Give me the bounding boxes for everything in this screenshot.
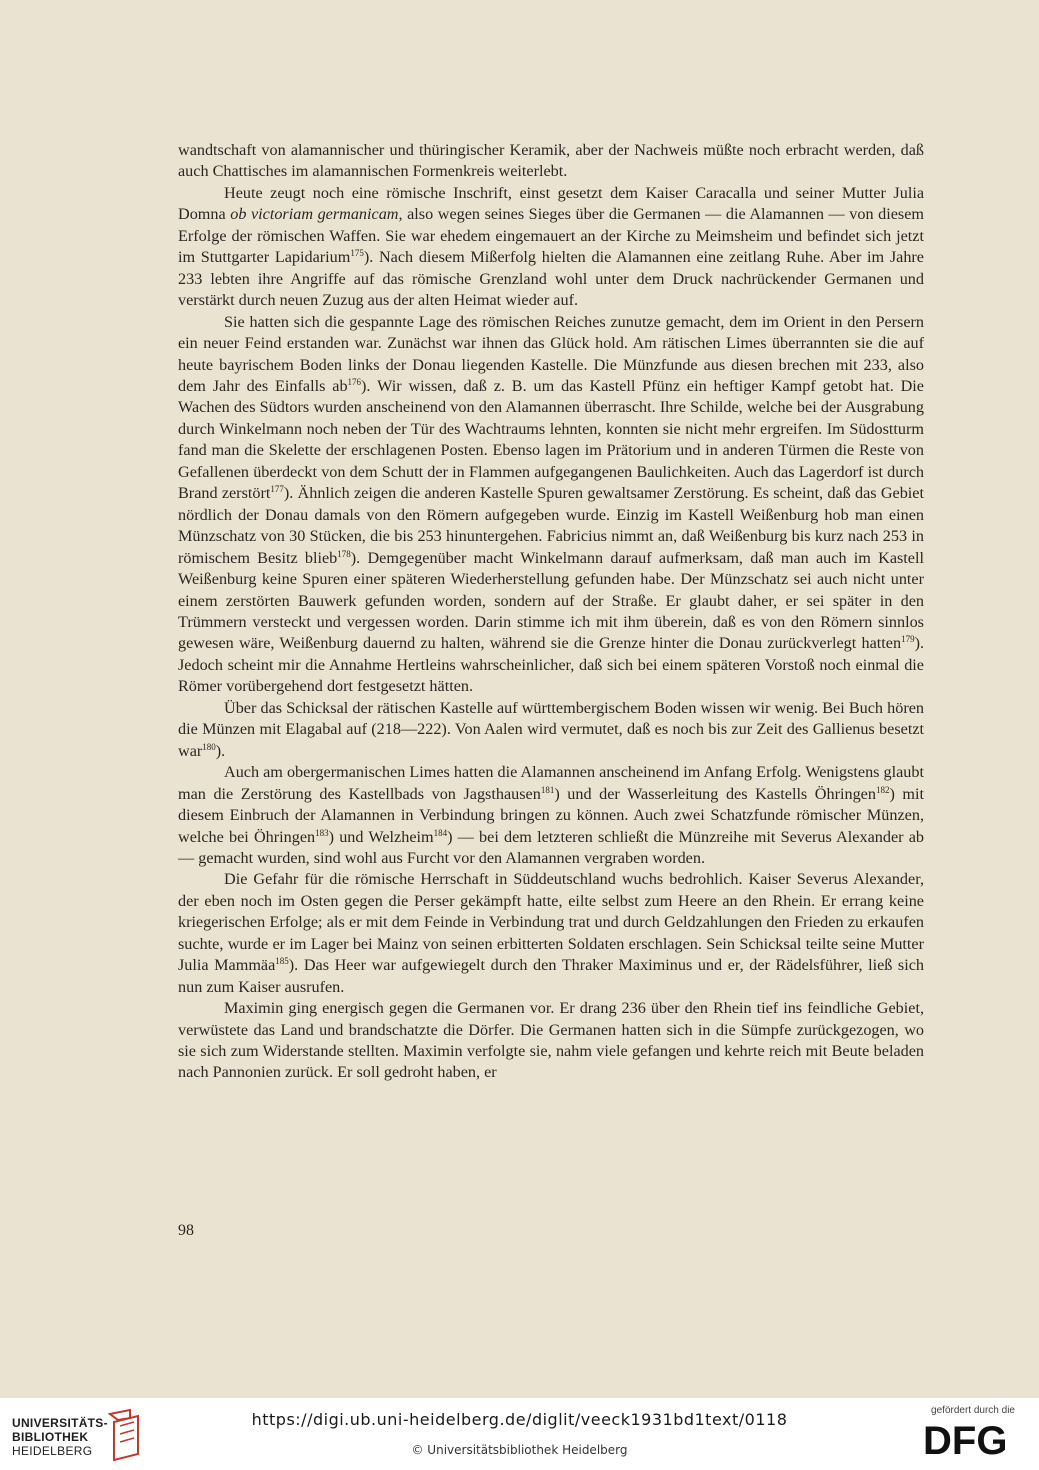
library-name-line1: UNIVERSITÄTS- [12, 1416, 108, 1430]
text-run: ). Nach diesem Mißerfolg hielten die Alamannen eine zeitlang Ruhe. Aber im Jahre 233 lebten ihre Angriffe auf das römische Grenzland wohl unter dem Druck nachrückender Germanen und verstärkt durch neuen Zuzug aus der alten Heimat wieder auf. [178, 248, 924, 310]
text-run: ). [215, 741, 226, 760]
footnote-reference: 185 [275, 956, 289, 967]
paragraph [178, 183, 924, 312]
italic-text-run: ob victoriam germanicam, [230, 205, 403, 224]
text-run: Heute zeugt noch eine römische Inschrift, einst gesetzt dem Kaiser Caracalla und seiner Mutter Julia Domna [178, 183, 924, 224]
text-run: also wegen seines Sieges über die Germanen — die Alamannen — von diesem Erfolge der römischen Waffen. Sie war ehedem eingemauert an der Kirche zu Meimsheim und befindet sich jetzt im Stuttgarter Lapidarium [178, 205, 924, 267]
text-run: Auch am obergermanischen Limes hatten die Alamannen anscheinend im Anfang Erfolg. Wenigstens glaubt man die Zerstörung des Kastellbads von Jagsthausen [178, 763, 924, 803]
text-run: Sie hatten sich die gespannte Lage des römischen Reiches zunutze gemacht, dem im Orient in den Persern ein neuer Feind erstanden war. Zunächst war ihnen das Glück hold. Am rätischen Limes überrannten sie die auf heute bayrischem Boden links der Donau liegenden Kastelle. Die Münzfunde aus diesen brechen mit 233, also dem Jahr des Einfalls ab [178, 312, 924, 395]
footnote-reference: 175 [350, 248, 364, 259]
footnote-reference: 180 [202, 741, 216, 752]
page-number: 98 [178, 1222, 194, 1239]
text-run: wandtschaft von alamannischer und thüringischer Keramik, aber der Nachweis müßte noch erbracht werden, daß auch Chattisches im alamannischen Formenkreis weiterlebt. [178, 141, 924, 181]
dfg-logo-text: DFG [923, 1419, 1008, 1460]
dfg-logo-icon[interactable] [921, 1418, 1025, 1460]
body-text [178, 140, 924, 1084]
text-run: Die Gefahr für die römische Herrschaft in Süddeutschland wuchs bedrohlich. Kaiser Severus Alexander, der eben noch im Osten gegen die Perser gekämpft hatte, eilte selbst zum Heere an den Rhein. Er errang keine kriegerischen Erfolge; als er mit dem Feinde in Verbindung trat und durch Geldzahlungen den Frieden zu erkaufen suchte, wurde er im Lager bei Mainz von seinen erbitterten Soldaten erschlagen. Sein Schicksal teilte seine Mutter Julia Mammäa [178, 870, 924, 975]
text-run: ). Wir wissen, daß z. B. um das Kastell Pfünz ein heftiger Kampf getobt hat. Die Wachen des Südtors wurden anscheinend von den Alamannen überrascht. Ihre Schilde, welche bei der Ausgrabung durch Winkelmann noch neben der Tür des Wachtraums lehnten, konnten sie nicht mehr ergreifen. Im Südostturm fand man die Skelette der erschlagenen Posten. Ebenso lagen im Prätorium und in anderen Türmen die Reste von Gefallenen überdeckt von dem Schutt der in Flammen aufgegangenen Baulichkeiten. Auch das Lagerdorf ist durch Brand zerstört [178, 376, 924, 503]
paragraph [178, 762, 924, 869]
viewer-footer [0, 1398, 1039, 1470]
library-name-line2: BIBLIOTHEK [12, 1430, 89, 1444]
permalink-url[interactable]: https://digi.ub.uni-heidelberg.de/diglit/veeck1931bd1text/0118 [251, 1410, 788, 1429]
text-run: ). Jedoch scheint mir die Annahme Hertleins wahrscheinlicher, daß sich bei einem späteren Vorstoß noch einmal die Römer vorübergehend dort festgesetzt hätten. [178, 634, 924, 696]
paragraph [178, 869, 924, 998]
text-run: Über das Schicksal der rätischen Kastelle auf württembergischem Boden wissen wir wenig. Bei Buch hören die Münzen mit Elagabal auf (218—222). Von Aalen wird vermutet, daß es noch bis zur Zeit des Gallienus besetzt war [178, 698, 924, 760]
footnote-reference: 182 [875, 784, 890, 795]
footnote-reference: 176 [347, 376, 362, 387]
text-run: ) und Welzheim [328, 827, 434, 846]
footnote-reference: 177 [270, 484, 284, 495]
text-run: ) — bei dem letzteren schließt die Münzreihe mit Severus Alexander ab — gemacht wurden, sind wohl aus Furcht vor den Alamannen vergraben worden. [178, 827, 924, 867]
text-run: ). Demgegenüber macht Winkelmann darauf aufmerksam, daß man auch im Kastell Weißenburg keine Spuren einer späteren Wiederherstellung gefunden habe. Der Münzschatz sei auch nicht unter einem zerstörten Bauwerk gefunden worden, sondern auf der Straße. Er glaubt daher, er sei später in den Trümmern versteckt und vergessen worden. Darin stimme ich mit ihm überein, daß es von den Römern sinnlos gewesen wäre, Weißenburg dauernd zu halten, während sie die Grenze hinter die Donau zurückverlegt hatten [178, 548, 924, 653]
text-run: ). Ähnlich zeigen die anderen Kastelle Spuren gewaltsamer Zerstörung. Es scheint, daß das Gebiet nördlich der Donau damals von den Römern aufgegeben wurde. Einzig im Kastell Weißenburg hob man einen Münzschatz von 30 Stücken, die bis 253 hinuntergehen. Fabricius nimmt an, daß Weißenburg bis kurz nach 253 in römischem Besitz blieb [178, 484, 924, 567]
text-run: ) mit diesem Einbruch der Alamannen in Verbindung bringen zu können. Auch zwei Schatzfunde römischer Münzen, welche bei Öhringen [178, 784, 924, 846]
footnote-reference: 184 [433, 827, 448, 838]
footnote-reference: 183 [315, 827, 329, 838]
copyright-notice: © Universitätsbibliothek Heidelberg [411, 1443, 628, 1457]
text-run: ) und der Wasserleitung des Kastells Öhringen [554, 784, 876, 803]
funded-by-label: gefördert durch die [931, 1405, 1015, 1416]
paragraph [178, 698, 924, 762]
text-run: Maximin ging energisch gegen die Germanen vor. Er drang 236 über den Rhein tief ins feindliche Gebiet, verwüstete das Land und brandschatzte die Dörfer. Die Germanen hatten sich in die Sümpfe zurückgezogen, wo sie sich zum Widerstande stellten. Maximin verfolgte sie, nahm viele gefangen und kehrte reich mit Beute beladen nach Pannonien zurück. Er soll gedroht haben, er [178, 999, 924, 1082]
paragraph [178, 140, 924, 183]
footnote-reference: 179 [901, 634, 915, 645]
footnote-reference: 178 [337, 548, 351, 559]
text-run: ). Das Heer war aufgewiegelt durch den Thraker Maximinus und er, der Rädelsführer, ließ sich nun zum Kaiser ausrufen. [178, 956, 925, 996]
library-name-line3: HEIDELBERG [12, 1444, 93, 1458]
footnote-reference: 181 [540, 784, 555, 795]
paragraph [178, 998, 924, 1084]
paragraph [178, 312, 924, 698]
